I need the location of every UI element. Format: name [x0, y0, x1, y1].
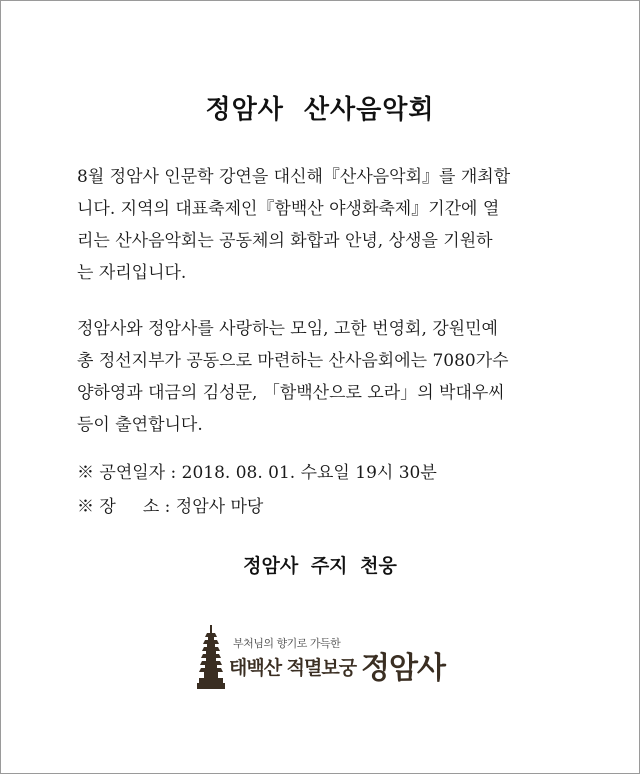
paragraph-line: 총 정선지부가 공동으로 마련하는 산사음회에는 7080가수	[77, 351, 509, 371]
paragraph-line: 양하영과 대금의 김성문, 「함백산으로 오라」의 박대우씨	[77, 383, 505, 403]
document-title: 정암사 산사음악회	[205, 95, 435, 125]
performance-place: ※ 장 소 : 정암사 마당	[77, 497, 264, 517]
logo-name: 정암사	[361, 651, 445, 686]
temple-logo	[197, 625, 467, 695]
signature: 정암사 주지 천웅	[243, 555, 397, 577]
paragraph-line: 등이 출연합니다.	[77, 415, 203, 435]
paragraph-line: 8월 정암사 인문학 강연을 대신해『산사음악회』를 개최합	[77, 167, 511, 187]
paragraph-line: 리는 산사음악회는 공동체의 화합과 안녕, 상생을 기원하	[77, 231, 493, 251]
paragraph-line: 는 자리입니다.	[77, 263, 187, 283]
pagoda-icon	[197, 625, 225, 691]
logo-tagline: 부처님의 향기로 가득한	[233, 637, 341, 650]
performance-date: ※ 공연일자 : 2018. 08. 01. 수요일 19시 30분	[77, 463, 437, 483]
performers-paragraph	[77, 313, 597, 441]
paragraph-line: 니다. 지역의 대표축제인『함백산 야생화축제』기간에 열	[77, 199, 500, 219]
logo-subname: 태백산 적멸보궁	[229, 657, 357, 679]
intro-paragraph	[77, 161, 597, 289]
paragraph-line: 정암사와 정암사를 사랑하는 모임, 고한 번영회, 강원민예	[77, 319, 498, 339]
